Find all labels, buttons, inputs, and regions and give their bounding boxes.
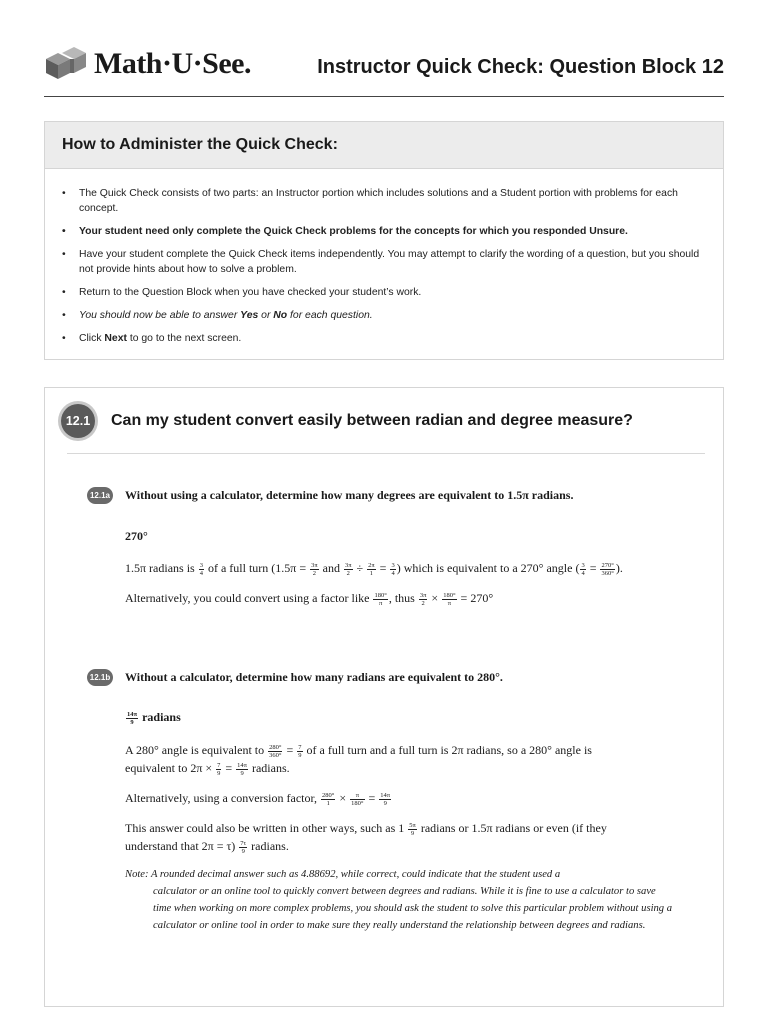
instruction-item: • Click Next to go to the next screen. xyxy=(62,331,703,346)
solution-line: Alternatively, using a conversion factor, $\frac{280^\circ}{1}$ × $\frac{\pi}{180^\circ}$ = $\frac{14\pi}{9}$ xyxy=(125,791,391,807)
question-badge: 12.1b xyxy=(87,669,113,686)
solution-line: understand that 2π = τ) $\frac{7\tau}{9}$ radians. xyxy=(125,839,289,855)
instruction-item: • The Quick Check consists of two parts: an Instructor portion which includes solutions and a Student portion with problems for each concept. xyxy=(62,186,703,216)
instructions-list xyxy=(45,169,723,346)
page-title: Instructor Quick Check: Question Block 12 xyxy=(317,56,724,78)
math-u-see-logo xyxy=(44,44,251,84)
answer: $\frac{14\pi}{9}$ radians xyxy=(127,710,181,726)
solution-line: equivalent to 2π × $\frac{7}{9}$ = $\frac{14\pi}{9}$ radians. xyxy=(125,761,290,777)
page-header xyxy=(44,42,724,97)
solution-line: This answer could also be written in other ways, such as 1 $\frac{5\pi}{9}$ radians or 1.5π radians or even (if they xyxy=(125,821,607,837)
instructions-panel xyxy=(44,121,724,360)
instruction-item: • Have your student complete the Quick Check items independently. You may attempt to clarify the wording of a question, but you should not provide hints about how to solve a problem. xyxy=(62,247,703,277)
instructions-heading: How to Administer the Quick Check: xyxy=(62,136,338,153)
brand-name: Math·U·See. xyxy=(94,47,251,80)
section-badge: 12.1 xyxy=(61,404,95,438)
question-section xyxy=(44,387,724,1007)
teacher-note: Note: A rounded decimal answer such as 4.88692, while correct, could indicate that the student used a calculator or an online tool to quickly convert between degrees and radians. While it is fine to use a calculator to save time when working on more complex problems, you should ask the student to solve this particular problem without using a calculator or online tool in order to make sure they really understand the relationship between degrees and radians. xyxy=(125,869,673,931)
instructions-header xyxy=(45,122,723,169)
instruction-item: • You should now be able to answer Yes or No for each question. xyxy=(62,308,703,323)
solution-line: Alternatively, you could convert using a factor like $\frac{180^\circ}{\pi}$ , thus $\frac{3\pi}{2}$ × $\frac{180^\circ}{\pi}$ = 270° xyxy=(125,591,494,607)
solution-line: 1.5π radians is $\frac{3}{4}$ of a full turn (1.5π = $\frac{3\pi}{2}$ and $\frac{3\pi}{2}$ ÷ $\frac{2\pi}{1}$ = $\frac{3}{4}$ ) which is equivalent to a 270° angle ( $\frac{3}{4}$ = $\frac{270^\circ}{360^\circ}$ ). xyxy=(125,561,623,577)
answer: 270° xyxy=(125,529,148,543)
question-prompt: Without a calculator, determine how many radians are equivalent to 280°. xyxy=(125,670,503,684)
solution-line: A 280° angle is equivalent to $\frac{280^\circ}{360^\circ}$ = $\frac{7}{9}$ of a full turn and a full turn is 2π radians, so a 280° angle is xyxy=(125,743,592,759)
divider xyxy=(67,453,705,454)
question-badge: 12.1a xyxy=(87,487,113,504)
question-prompt: Without using a calculator, determine how many degrees are equivalent to 1.5π radians. xyxy=(125,488,574,502)
instruction-item: • Your student need only complete the Quick Check problems for the concepts for which you responded Unsure. xyxy=(62,224,703,239)
instruction-item: • Return to the Question Block when you have checked your student’s work. xyxy=(62,285,703,300)
section-question: Can my student convert easily between radian and degree measure? xyxy=(111,412,633,429)
cubes-logo-icon xyxy=(44,47,88,81)
